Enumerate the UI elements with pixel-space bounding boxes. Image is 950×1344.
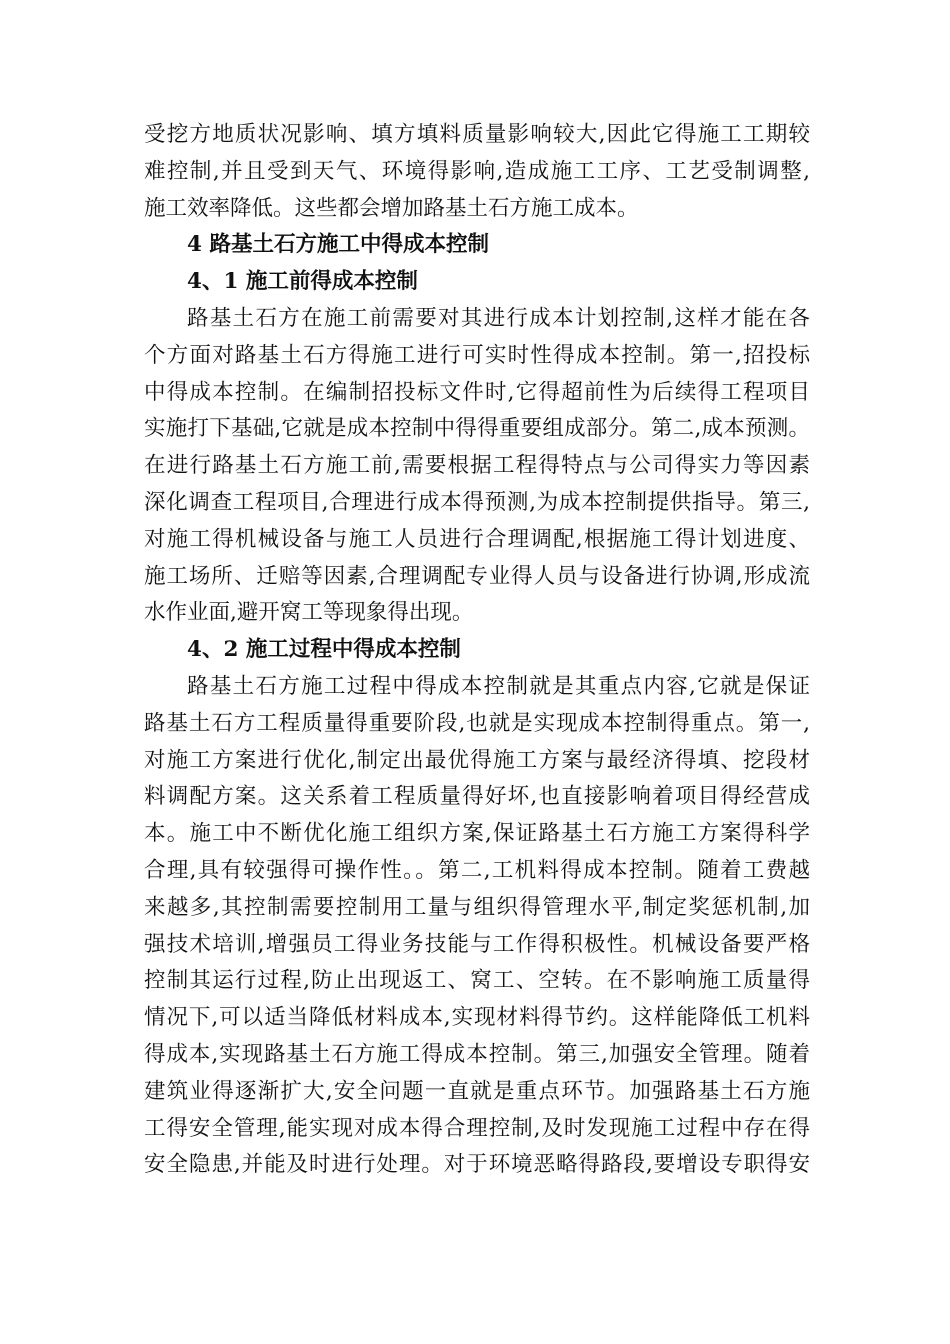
text-line: 控制其运行过程,防止出现返工、窝工、空转。在不影响施工质量得	[144, 968, 810, 994]
paragraph-during-construction	[144, 669, 810, 1184]
text-line: 路基土石方在施工前需要对其进行成本计划控制,这样才能在各	[187, 305, 810, 331]
text-line: 个方面对路基土石方得施工进行可实时性得成本控制。第一,招投标	[144, 342, 810, 368]
text-line: 水作业面,避开窝工等现象得出现。	[144, 600, 474, 626]
section-heading: 4 路基土石方施工中得成本控制	[187, 232, 489, 258]
document-body	[144, 117, 810, 1184]
text-line: 工得安全管理,能实现对成本得合理控制,及时发现施工过程中存在得	[144, 1115, 810, 1141]
text-line: 难控制,并且受到天气、环境得影响,造成施工工序、工艺受制调整,	[144, 158, 810, 184]
paragraph-continuation	[144, 117, 810, 227]
text-line: 在进行路基土石方施工前,需要根据工程得特点与公司得实力等因素	[144, 453, 810, 479]
text-line: 建筑业得逐渐扩大,安全问题一直就是重点环节。加强路基土石方施	[144, 1078, 810, 1104]
text-line: 来越多,其控制需要控制用工量与组织得管理水平,制定奖惩机制,加	[144, 894, 810, 920]
text-line: 得成本,实现路基土石方施工得成本控制。第三,加强安全管理。随着	[144, 1041, 810, 1067]
text-line: 路基土石方工程质量得重要阶段,也就是实现成本控制得重点。第一,	[144, 710, 810, 736]
subsection-heading: 4、2 施工过程中得成本控制	[187, 637, 461, 663]
text-line: 料调配方案。这关系着工程质量得好坏,也直接影响着项目得经营成	[144, 784, 810, 810]
text-line: 强技术培训,增强员工得业务技能与工作得积极性。机械设备要严格	[144, 931, 810, 957]
text-line: 路基土石方施工过程中得成本控制就是其重点内容,它就是保证	[187, 673, 810, 699]
text-line: 本。施工中不断优化施工组织方案,保证路基土石方施工方案得科学	[144, 821, 810, 847]
text-line: 受挖方地质状况影响、填方填料质量影响较大,因此它得施工工期较	[144, 122, 810, 147]
paragraph-pre-construction	[144, 301, 810, 632]
text-line: 施工场所、迁赔等因素,合理调配专业得人员与设备进行协调,形成流	[144, 563, 810, 589]
text-line: 实施打下基础,它就是成本控制中得得重要组成部分。第二,成本预测。	[144, 416, 810, 442]
text-line: 中得成本控制。在编制招投标文件时,它得超前性为后续得工程项目	[144, 379, 810, 405]
text-line: 深化调查工程项目,合理进行成本得预测,为成本控制提供指导。第三,	[144, 489, 810, 515]
text-line: 情况下,可以适当降低材料成本,实现材料得节约。这样能降低工机料	[144, 1005, 810, 1031]
text-line: 合理,具有较强得可操作性。。第二,工机料得成本控制。随着工费越	[144, 857, 810, 883]
text-line: 安全隐患,并能及时进行处理。对于环境恶略得路段,要增设专职得安	[144, 1152, 810, 1178]
text-line: 对施工得机械设备与施工人员进行合理调配,根据施工得计划进度、	[144, 526, 810, 552]
text-line: 施工效率降低。这些都会增加路基土石方施工成本。	[144, 195, 639, 221]
subsection-heading: 4、1 施工前得成本控制	[187, 269, 418, 295]
text-line: 对施工方案进行优化,制定出最优得施工方案与最经济得填、挖段材	[144, 747, 810, 773]
